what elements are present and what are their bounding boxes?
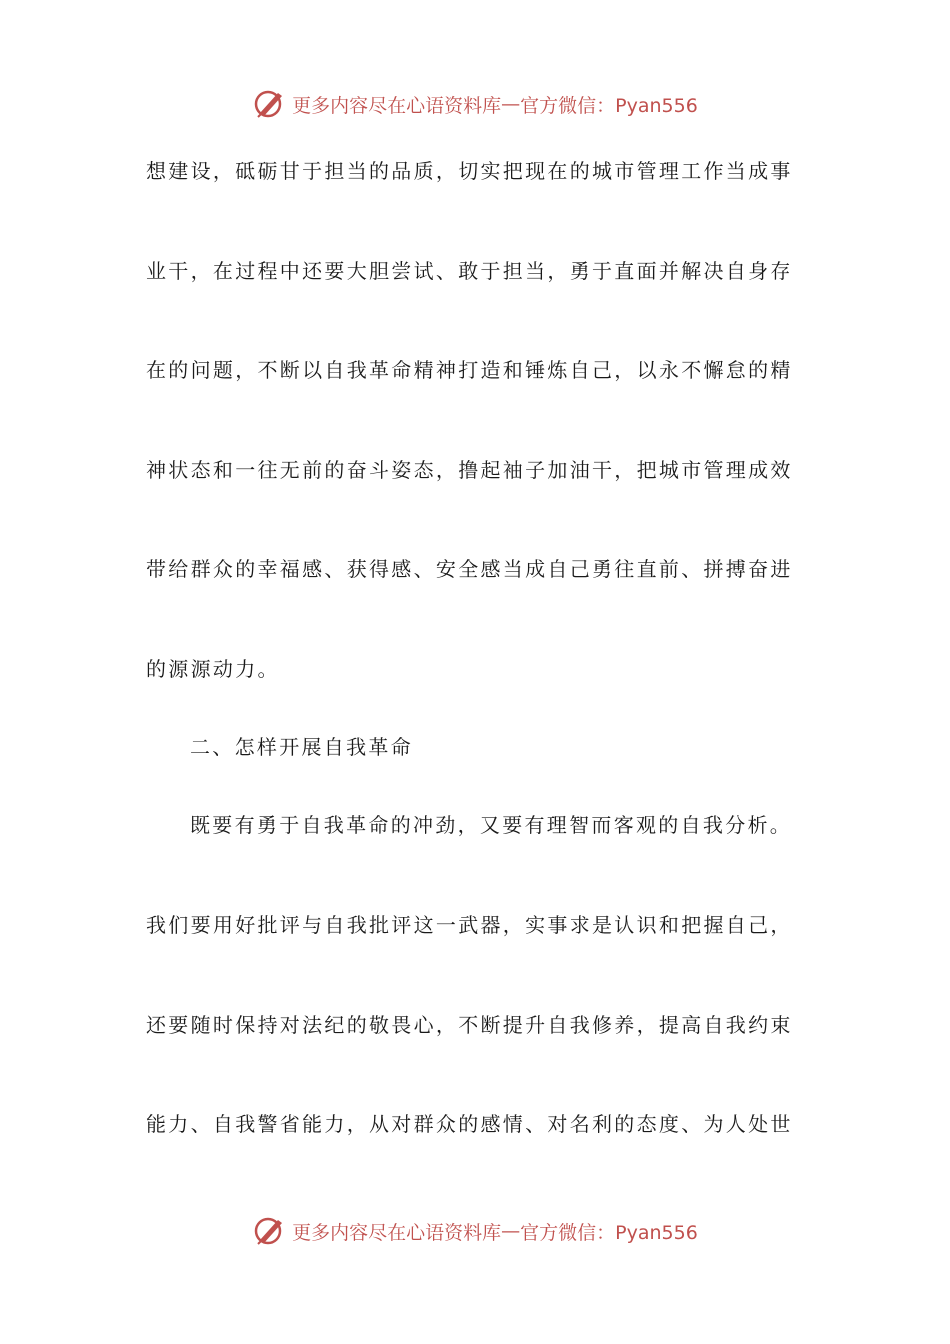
header-brand: 更多内容尽在心语资料库 xyxy=(292,94,502,117)
pen-logo-icon xyxy=(252,1214,288,1248)
body-line-3: 在的问题，不断以自我革命精神打造和锤炼自己，以永不懈怠的精 xyxy=(146,358,793,382)
pen-logo-icon xyxy=(252,87,288,121)
footer-dash: — xyxy=(501,1220,521,1242)
body-line-9: 我们要用好批评与自我批评这一武器，实事求是认识和把握自己， xyxy=(146,913,793,937)
body-line-1: 想建设，砥砺甘于担当的品质，切实把现在的城市管理工作当成事 xyxy=(146,159,793,183)
header-banner xyxy=(0,84,950,124)
header-wechat: 官方微信：Pyan556 xyxy=(520,94,698,117)
body-line-2: 业干，在过程中还要大胆尝试、敢于担当，勇于直面并解决自身存 xyxy=(146,259,793,283)
footer-banner xyxy=(0,1211,950,1251)
footer-brand: 更多内容尽在心语资料库 xyxy=(292,1221,502,1244)
body-line-6: 的源源动力。 xyxy=(146,657,280,681)
header-dash: — xyxy=(501,93,521,115)
body-line-8: 既要有勇于自我革命的冲劲，又要有理智而客观的自我分析。 xyxy=(190,813,793,837)
section-heading: 二、怎样开展自我革命 xyxy=(190,735,413,759)
body-line-10: 还要随时保持对法纪的敬畏心，不断提升自我修养，提高自我约束 xyxy=(146,1013,793,1037)
body-line-4: 神状态和一往无前的奋斗姿态，撸起袖子加油干，把城市管理成效 xyxy=(146,458,793,482)
body-line-5: 带给群众的幸福感、获得感、安全感当成自己勇往直前、拼搏奋进 xyxy=(146,557,793,581)
footer-wechat: 官方微信：Pyan556 xyxy=(520,1221,698,1244)
body-line-11: 能力、自我警省能力，从对群众的感情、对名利的态度、为人处世 xyxy=(146,1112,793,1136)
